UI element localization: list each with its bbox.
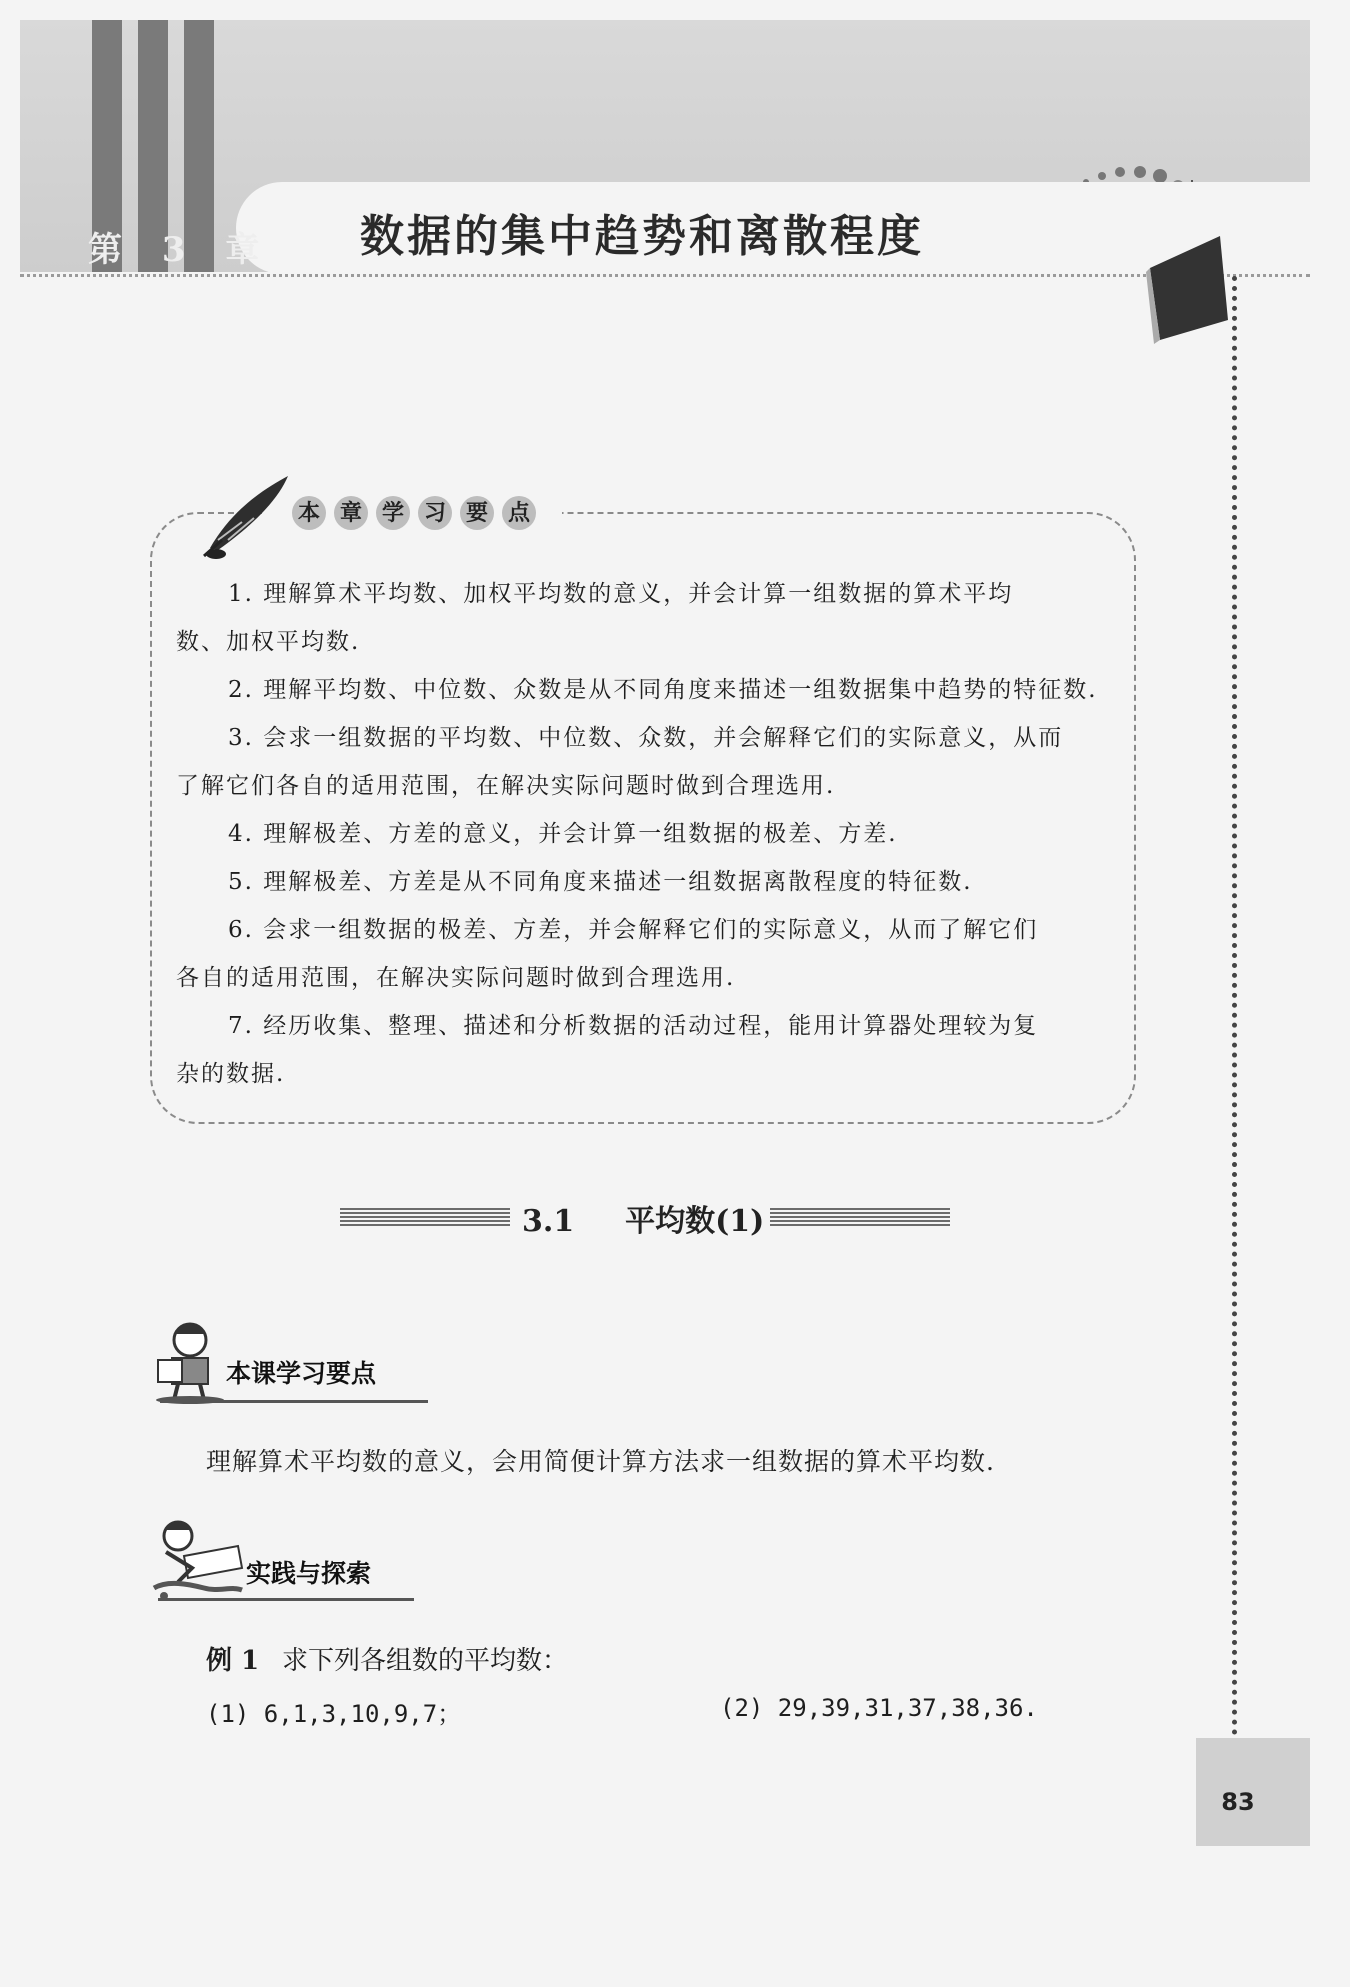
goals-heading-char: 要: [460, 496, 494, 530]
header-divider: [20, 274, 1310, 277]
goal-item: 6. 会求一组数据的极差、方差，并会解释它们的实际意义，从而了解它们 各自的适用范围，在解决实际问题时做到合理选用.: [176, 917, 1039, 991]
practice-underline: [158, 1598, 414, 1601]
student-writing-icon: [148, 1516, 244, 1604]
example-question: 求下列各组数的平均数：: [282, 1646, 569, 1676]
goal-item: 2. 理解平均数、中位数、众数是从不同角度来描述一组数据集中趋势的特征数.: [228, 677, 1098, 703]
goal-item: 4. 理解极差、方差的意义，并会计算一组数据的极差、方差.: [228, 821, 898, 847]
example-label: 例 1: [206, 1646, 260, 1676]
section-name: 平均数(1): [625, 1204, 765, 1239]
quill-pen-icon: [192, 470, 292, 560]
section-number: 3.1: [522, 1204, 575, 1239]
goal-item: 7. 经历收集、整理、描述和分析数据的活动过程，能用计算器处理较为复 杂的数据.: [176, 1013, 1039, 1087]
example-item-1: (1) 6,1,3,10,9,7；: [206, 1700, 462, 1728]
goals-heading-char: 章: [334, 496, 368, 530]
goals-heading-char: 学: [376, 496, 410, 530]
section-title: [522, 1196, 764, 1240]
lesson-points-underline: [160, 1400, 428, 1403]
lesson-points-heading: 本课学习要点: [226, 1359, 377, 1388]
section-title-rule-right: [770, 1208, 950, 1226]
practice-heading: 实践与探索: [246, 1559, 372, 1588]
example-item-2: (2) 29,39,31,37,38,36.: [720, 1694, 1038, 1722]
lesson-points-text: 理解算术平均数的意义，会用简便计算方法求一组数据的算术平均数.: [206, 1447, 995, 1476]
goal-item: 3. 会求一组数据的平均数、中位数、众数，并会解释它们的实际意义，从而 了解它们各自的适用范围，在解决实际问题时做到合理选用.: [176, 725, 1064, 799]
goal-item: 1. 理解算术平均数、加权平均数的意义，并会计算一组数据的算术平均 数、加权平均数.: [176, 581, 1014, 655]
chapter-title: 数据的集中趋势和离散程度: [360, 211, 924, 262]
page-edge-dots: [1232, 276, 1237, 1736]
goals-heading-char: 本: [292, 496, 326, 530]
book-icon: [1140, 228, 1240, 348]
goals-heading-char: 习: [418, 496, 452, 530]
page-number: 83: [1221, 1788, 1255, 1816]
student-reading-icon: [150, 1320, 226, 1404]
goal-item: 5. 理解极差、方差是从不同角度来描述一组数据离散程度的特征数.: [228, 869, 973, 895]
goals-heading-char: 点: [502, 496, 536, 530]
section-title-rule-left: [340, 1208, 510, 1226]
chapter-label: 第 3 章: [88, 230, 274, 270]
